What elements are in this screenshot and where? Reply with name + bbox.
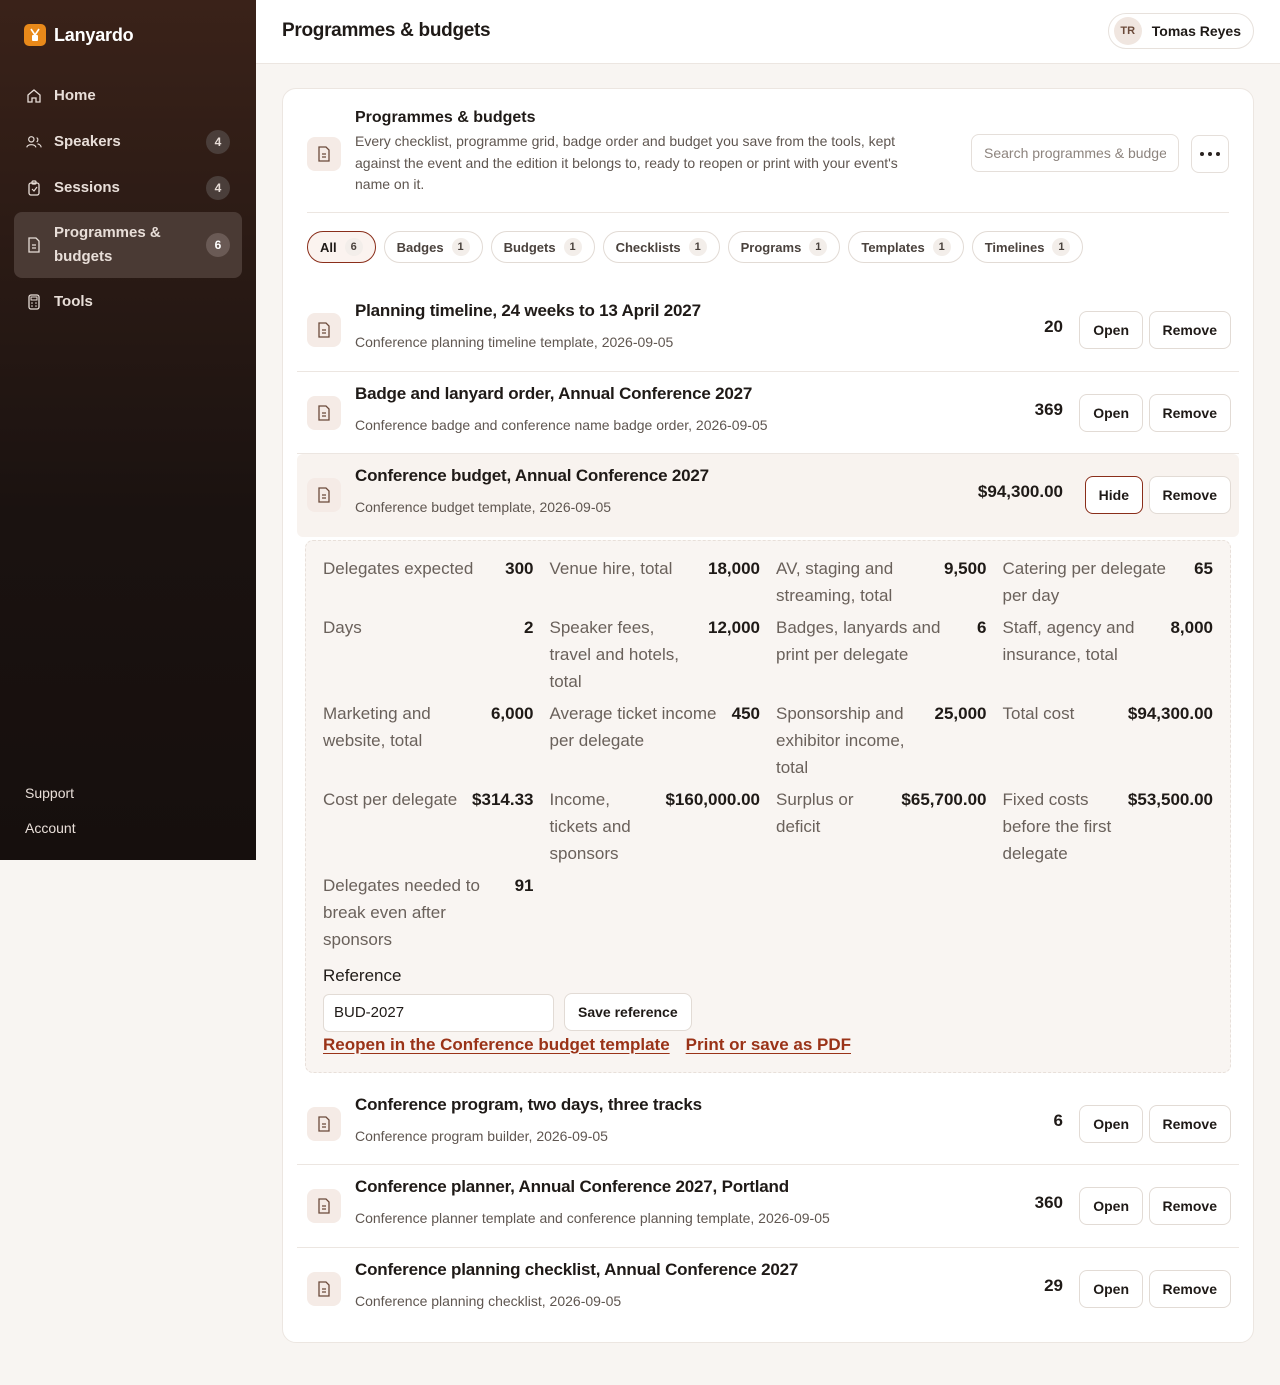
- item-subtitle: Conference badge and conference name badge order, 2026-09-05: [355, 416, 768, 433]
- reference-input[interactable]: [323, 994, 554, 1032]
- item-value: 6: [1053, 1110, 1063, 1130]
- budget-field: [323, 555, 534, 609]
- count-badge: 4: [206, 176, 230, 200]
- field-value: $65,700.00: [901, 789, 987, 809]
- list-item-expanded[interactable]: [297, 454, 1239, 537]
- document-icon: [307, 1272, 341, 1306]
- field-value: $94,300.00: [1127, 703, 1213, 723]
- item-subtitle: Conference planner template and conference planning template, 2026-09-05: [355, 1210, 830, 1226]
- more-options-button[interactable]: [1191, 135, 1229, 173]
- field-label: Delegates expected: [323, 558, 474, 578]
- item-subtitle: Conference program builder, 2026-09-05: [355, 1127, 608, 1144]
- calculator-icon: [26, 294, 42, 310]
- field-label: Sponsorship and exhibitor income, total: [776, 703, 905, 777]
- document-icon: [307, 1107, 341, 1141]
- field-value: 450: [731, 703, 760, 723]
- panel-title: Programmes & budgets: [355, 109, 536, 126]
- budget-field: [776, 700, 987, 781]
- open-button[interactable]: Open: [1079, 1270, 1143, 1308]
- field-value: 9,500: [943, 558, 987, 578]
- brand-name: Lanyardo: [54, 24, 134, 45]
- budget-field: [1003, 614, 1214, 695]
- sidebar-nav: [14, 74, 242, 326]
- sidebar-item-label: Home: [54, 87, 96, 104]
- field-value: $314.33: [472, 789, 534, 809]
- reference-label: Reference: [323, 965, 402, 985]
- budget-fields-grid: [323, 555, 1213, 958]
- document-icon: [307, 313, 341, 347]
- budget-field: [550, 555, 761, 609]
- field-value: 6,000: [490, 703, 534, 723]
- remove-button[interactable]: Remove: [1149, 1105, 1231, 1143]
- sidebar-footer: [25, 782, 76, 852]
- open-button[interactable]: Open: [1079, 311, 1143, 349]
- home-icon: [26, 88, 42, 104]
- account-link[interactable]: Account: [25, 820, 76, 836]
- budget-field: [323, 700, 534, 781]
- panel-header: [307, 109, 1229, 213]
- sidebar-item-label: Sessions: [54, 179, 120, 196]
- dot-icon: [1200, 152, 1204, 156]
- budget-field: [550, 614, 761, 695]
- field-label: Badges, lanyards and print per delegate: [776, 617, 941, 664]
- chip-count: 1: [1052, 238, 1070, 256]
- budget-field: [323, 614, 534, 695]
- document-icon: [307, 1189, 341, 1223]
- chip-label: Programs: [740, 239, 802, 255]
- budget-field: [776, 555, 987, 609]
- field-value: 25,000: [934, 703, 987, 723]
- chip-count: 1: [933, 238, 951, 256]
- user-name: Tomas Reyes: [1151, 23, 1241, 39]
- field-label: Delegates needed to break even after sponsors: [323, 875, 480, 949]
- field-label: Venue hire, total: [549, 558, 673, 578]
- chip-count: 6: [345, 238, 363, 256]
- item-title: Conference budget, Annual Conference 2027: [355, 466, 709, 485]
- programmes-panel: [282, 88, 1254, 1343]
- budget-detail: [305, 540, 1231, 1073]
- field-value: 12,000: [708, 617, 760, 637]
- remove-button[interactable]: Remove: [1149, 1187, 1231, 1225]
- panel-description: Every checklist, programme grid, badge order and budget you save from the tools, kept against the event and the edition it belongs to, ready to reopen or print with your event's name on it.: [355, 133, 898, 192]
- item-value: 360: [1034, 1193, 1063, 1212]
- sidebar-item-label: Speakers: [54, 133, 121, 150]
- save-reference-button[interactable]: Save reference: [564, 993, 692, 1031]
- chip-label: Templates: [861, 239, 925, 255]
- item-title: Conference program, two days, three tracks: [355, 1094, 702, 1114]
- field-label: Income, tickets and sponsors: [549, 789, 631, 863]
- sidebar: [0, 0, 256, 860]
- budget-field: [1003, 700, 1214, 781]
- filter-chip-timelines[interactable]: [972, 231, 1084, 263]
- item-title: Badge and lanyard order, Annual Conference 2027: [355, 383, 753, 403]
- field-label: AV, staging and streaming, total: [776, 558, 894, 605]
- field-label: Staff, agency and insurance, total: [1002, 617, 1135, 664]
- sidebar-item-speakers[interactable]: [14, 120, 242, 164]
- detail-links: [323, 1035, 851, 1055]
- field-value: 65: [1194, 558, 1213, 578]
- budget-field: [550, 786, 761, 867]
- chip-count: 1: [564, 238, 582, 256]
- chip-label: Checklists: [615, 239, 681, 255]
- reopen-template-link[interactable]: Reopen in the Conference budget template: [323, 1034, 670, 1054]
- document-icon: [307, 478, 341, 512]
- count-badge: 6: [206, 233, 230, 257]
- chip-count: 1: [689, 238, 707, 256]
- avatar: TR: [1114, 17, 1142, 45]
- user-menu[interactable]: [1108, 13, 1254, 49]
- document-icon: [307, 396, 341, 430]
- item-subtitle: Conference planning checklist, 2026-09-05: [355, 1292, 622, 1309]
- open-button[interactable]: Open: [1079, 1105, 1143, 1143]
- field-label: Surplus or deficit: [776, 789, 854, 836]
- page-title: Programmes & budgets: [282, 20, 491, 41]
- field-value: 2: [524, 617, 534, 637]
- search-input[interactable]: [971, 134, 1179, 172]
- field-label: Average ticket income per delegate: [549, 703, 717, 750]
- print-pdf-link[interactable]: Print or save as PDF: [685, 1034, 851, 1054]
- field-label: Fixed costs before the first delegate: [1002, 789, 1112, 863]
- sidebar-item-tools[interactable]: [14, 280, 242, 324]
- field-label: Total cost: [1002, 703, 1075, 723]
- document-icon: [307, 137, 341, 171]
- field-value: 6: [977, 617, 987, 637]
- dot-icon: [1208, 152, 1212, 156]
- hide-button[interactable]: Hide: [1085, 476, 1143, 514]
- field-value: 91: [514, 875, 534, 895]
- open-button[interactable]: Open: [1079, 1187, 1143, 1225]
- budget-field: [323, 872, 534, 953]
- list-item[interactable]: [297, 1165, 1239, 1248]
- budget-field: [776, 786, 987, 867]
- filter-chips: [307, 231, 1083, 263]
- remove-button[interactable]: Remove: [1149, 394, 1231, 432]
- chip-count: 1: [452, 238, 470, 256]
- field-label: Speaker fees, travel and hotels, total: [549, 617, 679, 691]
- filter-chip-checklists[interactable]: [603, 231, 720, 263]
- dot-icon: [1216, 152, 1220, 156]
- item-value: 20: [1044, 317, 1063, 336]
- budget-field: [1003, 555, 1214, 609]
- item-value: $94,300.00: [977, 482, 1063, 501]
- count-badge: 4: [206, 130, 230, 154]
- field-value: 300: [505, 558, 534, 578]
- remove-button[interactable]: Remove: [1149, 476, 1231, 514]
- list-item[interactable]: [297, 1083, 1239, 1166]
- item-title: Planning timeline, 24 weeks to 13 April 2027: [355, 301, 701, 320]
- field-value: 8,000: [1170, 617, 1213, 637]
- field-label: Catering per delegate per day: [1002, 558, 1167, 605]
- filter-chip-badges[interactable]: [384, 231, 483, 263]
- field-label: Cost per delegate: [323, 789, 458, 809]
- lanyard-logo-icon: [24, 24, 46, 46]
- item-subtitle: Conference planning timeline template, 2026-09-05: [355, 334, 674, 350]
- field-label: Marketing and website, total: [323, 703, 431, 750]
- budget-field: [1003, 786, 1214, 867]
- item-title: Conference planning checklist, Annual Conference 2027: [355, 1259, 799, 1279]
- remove-button[interactable]: Remove: [1149, 311, 1231, 349]
- field-label: Days: [323, 617, 362, 637]
- chip-label: Badges: [396, 239, 444, 255]
- open-button[interactable]: Open: [1079, 394, 1143, 432]
- field-value: $160,000.00: [665, 789, 760, 809]
- filter-chip-all[interactable]: [307, 231, 376, 263]
- sidebar-item-label: Programmes & budgets: [54, 224, 161, 265]
- document-icon: [26, 237, 42, 253]
- field-value: 18,000: [708, 558, 760, 578]
- chip-label: Budgets: [503, 239, 556, 255]
- top-bar: [256, 0, 1280, 64]
- list-item[interactable]: [297, 1248, 1239, 1331]
- field-value: $53,500.00: [1127, 789, 1213, 809]
- budget-field: [776, 614, 987, 695]
- support-link[interactable]: Support: [25, 785, 75, 801]
- item-title: Conference planner, Annual Conference 2027, Portland: [355, 1177, 789, 1196]
- sidebar-item-sessions[interactable]: [14, 166, 242, 210]
- item-value: 29: [1044, 1275, 1063, 1295]
- brand[interactable]: [24, 24, 133, 46]
- budget-field: [323, 786, 534, 867]
- filter-chip-budgets[interactable]: [491, 231, 595, 263]
- sidebar-item-programmes-budgets[interactable]: [14, 212, 242, 278]
- sidebar-item-label: Tools: [54, 293, 93, 310]
- clipboard-icon: [26, 180, 42, 196]
- filter-chip-templates[interactable]: [848, 231, 963, 263]
- item-subtitle: Conference budget template, 2026-09-05: [355, 499, 612, 515]
- chip-label: Timelines: [984, 239, 1045, 255]
- users-icon: [26, 134, 42, 150]
- chip-label: All: [320, 239, 337, 255]
- chip-count: 1: [809, 238, 827, 256]
- filter-chip-programs[interactable]: [728, 231, 841, 263]
- list-item[interactable]: [297, 372, 1239, 455]
- sidebar-item-home[interactable]: [14, 74, 242, 118]
- budget-field: [550, 700, 761, 781]
- saved-items-list: [297, 289, 1239, 1330]
- list-item[interactable]: [297, 289, 1239, 372]
- remove-button[interactable]: Remove: [1149, 1270, 1231, 1308]
- item-value: 369: [1034, 399, 1063, 419]
